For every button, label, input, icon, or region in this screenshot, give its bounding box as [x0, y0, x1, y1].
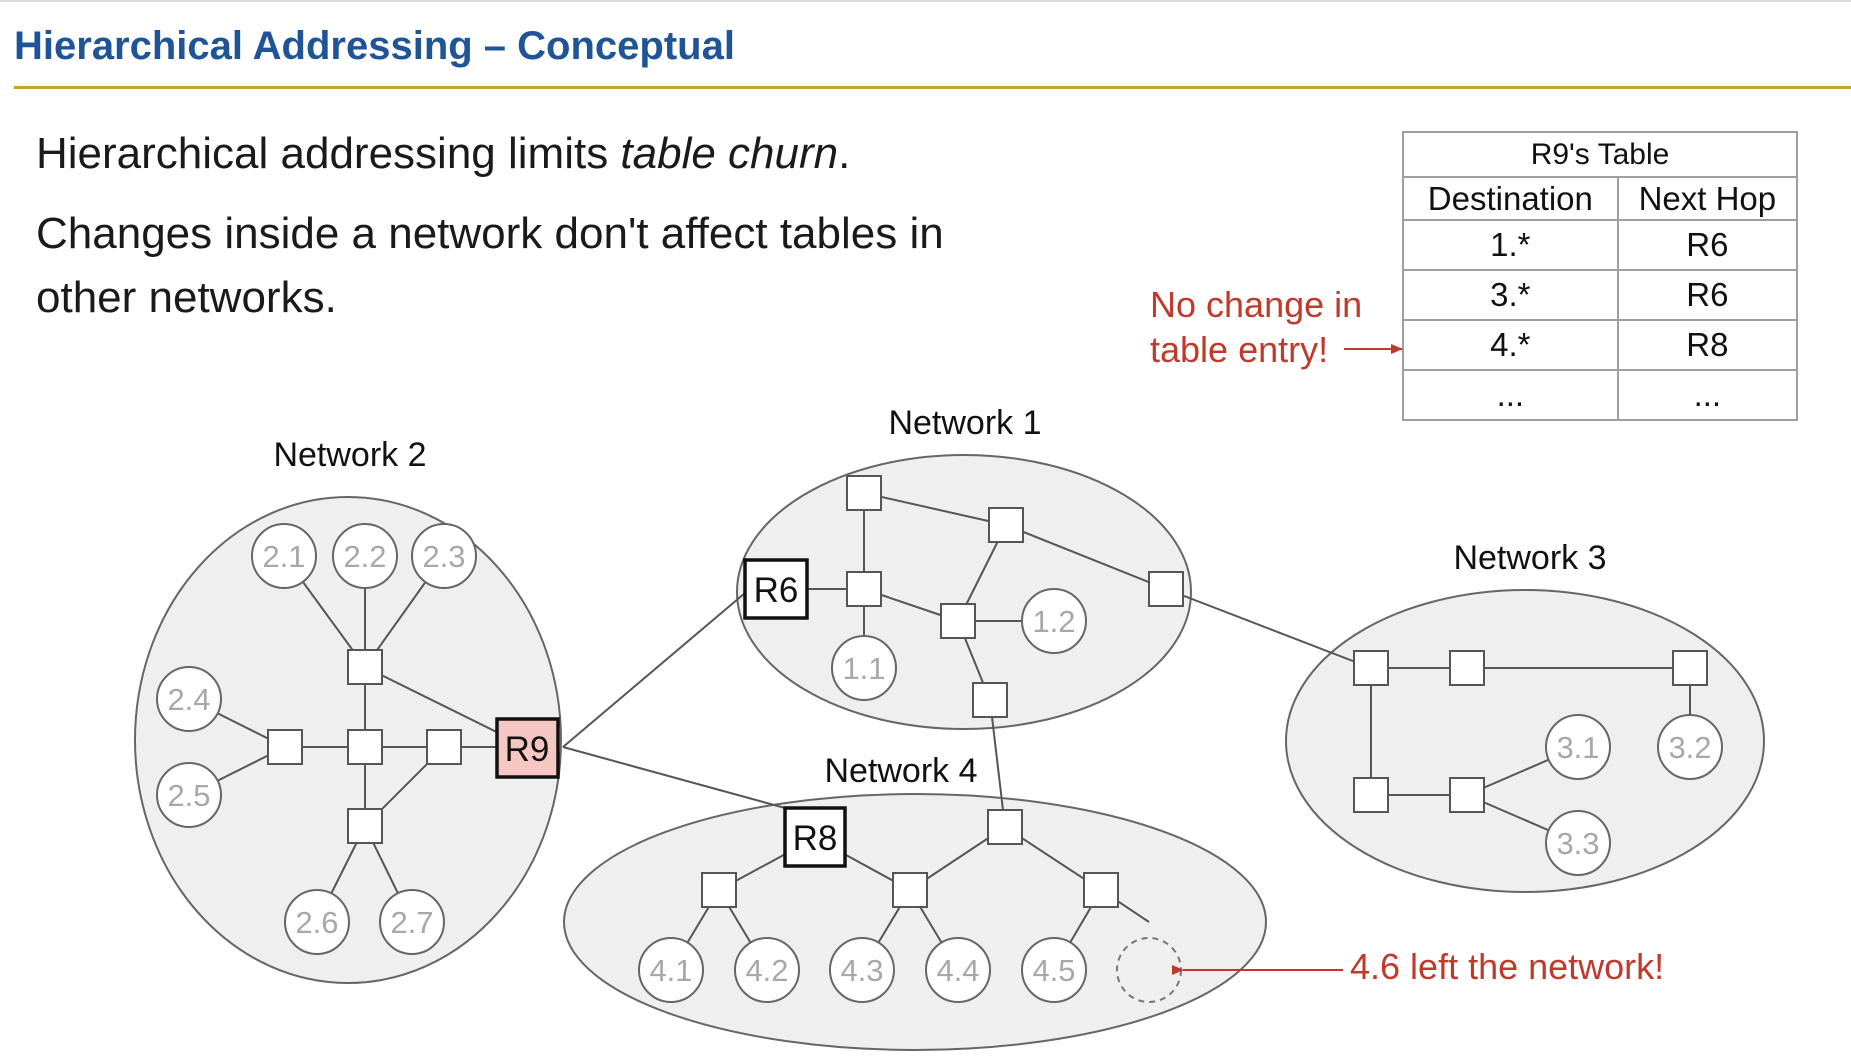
switch [941, 604, 975, 638]
switch [847, 476, 881, 510]
destination-cell: ... [1403, 370, 1618, 420]
switch [427, 730, 461, 764]
host-label: 4.1 [649, 953, 693, 988]
router-r8-label: R8 [792, 819, 838, 858]
host-label: 2.1 [262, 539, 306, 574]
router-r6-label: R6 [753, 571, 799, 610]
host-label: 2.5 [167, 778, 211, 813]
switch [268, 730, 302, 764]
network-4-label: Network 4 [824, 752, 978, 790]
destination-cell: 3.* [1403, 270, 1618, 320]
host-label: 4.3 [840, 953, 884, 988]
destination-cell: 4.* [1403, 320, 1618, 370]
link-r9-r6 [563, 593, 745, 747]
header-destination: Destination [1403, 177, 1618, 220]
switch [893, 873, 927, 907]
no-change-line1: No change in [1150, 284, 1363, 325]
destination-cell: 1.* [1403, 220, 1618, 270]
switch [1354, 778, 1388, 812]
host [735, 938, 799, 1002]
router-r9 [497, 719, 558, 777]
host [926, 938, 990, 1002]
host [1022, 589, 1086, 653]
switch [1450, 651, 1484, 685]
host [639, 938, 703, 1002]
host [380, 890, 444, 954]
switch [348, 809, 382, 843]
network-2-label: Network 2 [273, 436, 427, 474]
bullet-1-before: Hierarchical addressing limits [36, 129, 621, 178]
bullet-1-emphasis: table churn [620, 129, 839, 178]
network-4-cloud [564, 794, 1266, 1050]
host [830, 938, 894, 1002]
header-next-hop: Next Hop [1618, 177, 1797, 220]
network-3-label: Network 3 [1453, 539, 1607, 577]
host [1546, 715, 1610, 779]
host-label: 2.6 [295, 905, 339, 940]
switch [702, 873, 736, 907]
host-label: 2.4 [167, 682, 211, 717]
next-hop-cell: R6 [1618, 270, 1797, 320]
switch [1450, 778, 1484, 812]
bullet-2-line1: Changes inside a network don't affect tables in [36, 209, 944, 258]
host-label: 1.1 [842, 651, 886, 686]
host-label: 2.2 [343, 539, 387, 574]
switch [1673, 651, 1707, 685]
host [333, 524, 397, 588]
switch [988, 810, 1022, 844]
slide-title: Hierarchical Addressing – Conceptual [14, 24, 735, 68]
host-label: 1.2 [1032, 604, 1076, 639]
switch [1149, 572, 1183, 606]
switch [348, 730, 382, 764]
host-label: 4.5 [1032, 953, 1076, 988]
host [412, 524, 476, 588]
host [832, 636, 896, 700]
switch [989, 508, 1023, 542]
host-label: 2.3 [422, 539, 466, 574]
router-r9-label: R9 [504, 730, 550, 769]
host [157, 763, 221, 827]
link-network1-network3 [1166, 589, 1371, 668]
host-label: 2.7 [390, 905, 434, 940]
host [285, 890, 349, 954]
host [157, 667, 221, 731]
switch [1354, 651, 1388, 685]
host-label: 3.1 [1556, 730, 1600, 765]
host [1546, 811, 1610, 875]
no-change-line2: table entry! [1150, 329, 1329, 370]
host-label: 4.2 [745, 953, 789, 988]
table-caption: R9's Table [1403, 132, 1797, 177]
host [1022, 938, 1086, 1002]
left-network-annotation: 4.6 left the network! [1350, 946, 1665, 987]
router-r6 [745, 560, 807, 618]
host-label: 3.2 [1668, 730, 1712, 765]
host [1658, 715, 1722, 779]
switch [973, 683, 1007, 717]
host-label: 3.3 [1556, 826, 1600, 861]
next-hop-cell: R6 [1618, 220, 1797, 270]
next-hop-cell: R8 [1618, 320, 1797, 370]
switch [348, 650, 382, 684]
link-r9-r8 [563, 747, 785, 808]
network-1-label: Network 1 [888, 404, 1042, 442]
switch [1084, 873, 1118, 907]
router-r8 [785, 808, 845, 866]
next-hop-cell: ... [1618, 370, 1797, 420]
bullet-1-after: . [838, 129, 851, 178]
switch [847, 572, 881, 606]
bullet-2-line2: other networks. [36, 273, 337, 322]
host-label: 4.4 [936, 953, 980, 988]
host [252, 524, 316, 588]
